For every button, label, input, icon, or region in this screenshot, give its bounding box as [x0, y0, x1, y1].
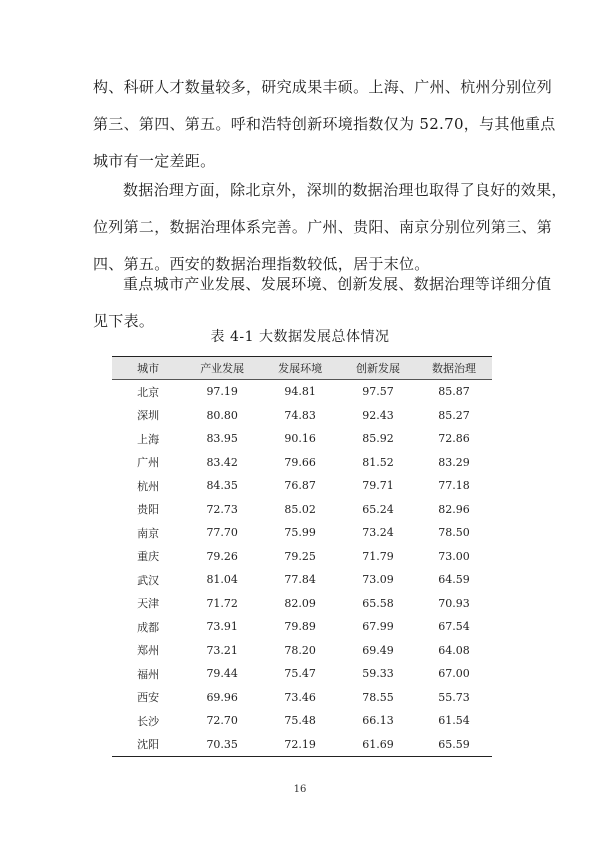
score-cell: 71.72	[206, 596, 238, 610]
score-cell: 76.87	[284, 479, 316, 493]
table-caption: 表 4-1 大数据发展总体情况	[210, 329, 390, 345]
score-cell: 73.24	[362, 526, 394, 540]
score-cell: 72.86	[438, 432, 470, 446]
city-cell: 深圳	[137, 409, 160, 423]
header-cell-environment: 发展环境	[260, 357, 340, 380]
score-cell: 66.13	[362, 714, 394, 728]
table-row	[112, 709, 492, 733]
score-cell: 65.59	[416, 733, 492, 757]
city-cell: 福州	[137, 667, 160, 681]
text-line: 城市有一定差距。	[93, 152, 216, 170]
score-cell: 79.89	[284, 620, 316, 634]
score-cell: 67.00	[438, 667, 470, 681]
score-cell: 78.20	[284, 643, 316, 657]
table-row	[112, 404, 492, 428]
score-cell: 55.73	[438, 690, 470, 704]
score-cell: 83.29	[438, 455, 470, 469]
city-cell: 沈阳	[112, 733, 184, 757]
table-row	[112, 474, 492, 498]
city-cell: 西安	[137, 691, 160, 705]
score-cell: 85.27	[438, 408, 470, 422]
score-cell: 82.09	[284, 596, 316, 610]
page-number: 16	[293, 784, 307, 795]
city-cell: 成都	[137, 620, 160, 634]
score-cell: 70.93	[438, 596, 470, 610]
city-cell: 北京	[137, 385, 160, 399]
score-cell: 92.43	[362, 408, 394, 422]
table-row	[112, 427, 492, 451]
city-cell: 上海	[137, 432, 160, 446]
score-cell: 65.24	[362, 502, 394, 516]
score-cell: 85.92	[362, 432, 394, 446]
score-cell: 81.52	[362, 455, 394, 469]
text-line: 构、科研人才数量较多，研究成果丰硕。上海、广州、杭州分别位列	[93, 78, 553, 96]
score-cell: 85.02	[284, 502, 316, 516]
table-row	[112, 498, 492, 522]
score-cell: 85.87	[438, 385, 470, 399]
table-row	[112, 733, 492, 757]
score-cell: 79.26	[206, 549, 238, 563]
score-cell: 67.99	[362, 620, 394, 634]
table-row	[112, 639, 492, 663]
text-line: 数据治理方面，除北京外，深圳的数据治理也取得了良好的效果，	[123, 181, 567, 199]
table-row	[112, 545, 492, 569]
score-cell: 78.55	[362, 690, 394, 704]
score-cell: 77.70	[206, 526, 238, 540]
city-cell: 长沙	[137, 714, 160, 728]
score-cell: 73.09	[362, 573, 394, 587]
score-cell: 61.69	[340, 733, 416, 757]
header-cell-city: 城市	[112, 357, 184, 380]
header-cell-innovation: 创新发展	[340, 357, 416, 380]
table-row	[112, 521, 492, 545]
score-cell: 79.71	[362, 479, 394, 493]
table-row	[112, 592, 492, 616]
header-cell-industry: 产业发展	[184, 357, 260, 380]
score-cell: 80.80	[206, 408, 238, 422]
score-cell: 84.35	[206, 479, 238, 493]
table-header-row	[112, 357, 492, 380]
text-line: 重点城市产业发展、发展环境、创新发展、数据治理等详细分值	[123, 275, 552, 293]
table-row	[112, 451, 492, 475]
score-cell: 83.95	[206, 432, 238, 446]
score-cell: 61.54	[438, 714, 470, 728]
score-cell: 79.66	[284, 455, 316, 469]
score-cell: 73.00	[438, 549, 470, 563]
city-cell: 南京	[137, 526, 160, 540]
score-cell: 69.96	[206, 690, 238, 704]
score-cell: 90.16	[284, 432, 316, 446]
table-row	[112, 380, 492, 404]
score-cell: 83.42	[206, 455, 238, 469]
table-body	[112, 380, 492, 757]
table-row	[112, 568, 492, 592]
score-cell: 72.19	[260, 733, 340, 757]
score-cell: 64.08	[438, 643, 470, 657]
score-cell: 71.79	[362, 549, 394, 563]
score-cell: 97.19	[206, 385, 238, 399]
city-cell: 贵阳	[137, 503, 160, 517]
table-row	[112, 662, 492, 686]
score-cell: 97.57	[362, 385, 394, 399]
score-cell: 70.35	[184, 733, 260, 757]
score-cell: 77.18	[438, 479, 470, 493]
score-cell: 74.83	[284, 408, 316, 422]
score-cell: 73.46	[284, 690, 316, 704]
score-cell: 64.59	[438, 573, 470, 587]
score-cell: 73.21	[206, 643, 238, 657]
score-cell: 79.25	[284, 549, 316, 563]
score-cell: 77.84	[284, 573, 316, 587]
score-cell: 65.58	[362, 596, 394, 610]
score-cell: 73.91	[206, 620, 238, 634]
city-cell: 重庆	[137, 550, 160, 564]
score-cell: 72.73	[206, 502, 238, 516]
score-cell: 82.96	[438, 502, 470, 516]
score-cell: 94.81	[284, 385, 316, 399]
header-cell-governance: 数据治理	[416, 357, 492, 380]
city-cell: 郑州	[137, 644, 160, 658]
score-cell: 75.48	[284, 714, 316, 728]
paragraph-innovation-continued	[93, 69, 556, 180]
score-cell: 78.50	[438, 526, 470, 540]
score-cell: 79.44	[206, 667, 238, 681]
score-cell: 72.70	[206, 714, 238, 728]
table-row	[112, 615, 492, 639]
text-line: 第三、第四、第五。呼和浩特创新环境指数仅为 52.70，与其他重点	[93, 115, 556, 133]
city-cell: 杭州	[137, 479, 160, 493]
text-line: 四、第五。西安的数据治理指数较低，居于末位。	[93, 255, 430, 273]
score-cell: 69.49	[362, 643, 394, 657]
data-table	[112, 356, 492, 757]
text-line: 位列第二，数据治理体系完善。广州、贵阳、南京分别位列第三、第	[93, 218, 553, 236]
score-cell: 81.04	[206, 573, 238, 587]
score-cell: 59.33	[362, 667, 394, 681]
score-cell: 67.54	[438, 620, 470, 634]
score-cell: 75.99	[284, 526, 316, 540]
text-line: 见下表。	[93, 312, 155, 330]
table-row	[112, 686, 492, 710]
city-cell: 广州	[137, 456, 160, 470]
city-cell: 天津	[137, 597, 160, 611]
score-cell: 75.47	[284, 667, 316, 681]
city-cell: 武汉	[137, 573, 160, 587]
